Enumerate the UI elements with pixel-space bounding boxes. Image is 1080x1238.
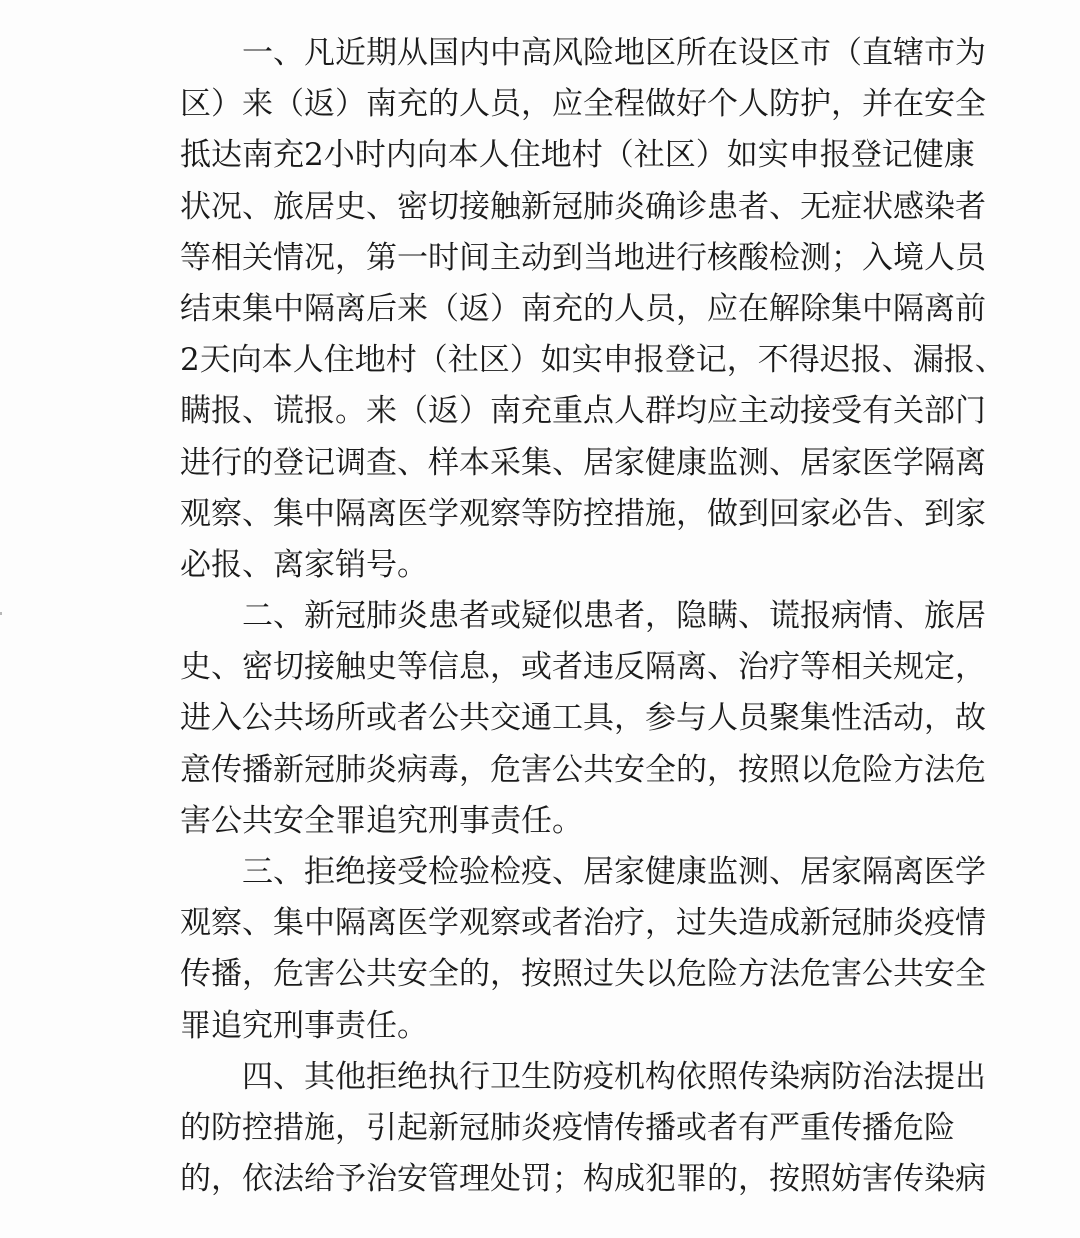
text-line: 传播，危害公共安全的，按照过失以危险方法危害公共安全 [180, 956, 986, 993]
scan-artifact [0, 612, 2, 615]
text-line: 观察、集中隔离医学观察等防控措施，做到回家必告、到家 [180, 495, 986, 532]
text-line: 2天向本人住地村（社区）如实申报登记，不得迟报、漏报、 [180, 342, 1006, 379]
text-line: 结束集中隔离后来（返）南充的人员，应在解除集中隔离前 [180, 290, 986, 327]
text-line: 意传播新冠肺炎病毒，危害公共安全的，按照以危险方法危 [180, 751, 986, 788]
text-line: 罪追究刑事责任。 [180, 1007, 428, 1044]
text-line: 史、密切接触史等信息，或者违反隔离、治疗等相关规定， [180, 649, 986, 686]
text-line: 进行的登记调查、样本采集、居家健康监测、居家医学隔离 [180, 444, 986, 481]
text-line: 四、其他拒绝执行卫生防疫机构依照传染病防治法提出 [242, 1058, 986, 1095]
text-line: 等相关情况，第一时间主动到当地进行核酸检测；入境人员 [180, 239, 986, 276]
text-line: 必报、离家销号。 [180, 546, 428, 583]
text-line: 区）来（返）南充的人员，应全程做好个人防护，并在安全 [180, 86, 986, 123]
text-line: 一、凡近期从国内中高风险地区所在设区市（直辖市为 [242, 35, 986, 71]
text-line: 的防控措施，引起新冠肺炎疫情传播或者有严重传播危险 [180, 1109, 955, 1146]
paragraph-3 [180, 847, 986, 1052]
text-line: 抵达南充2小时内向本人住地村（社区）如实申报登记健康 [180, 137, 975, 174]
paragraph-1 [180, 28, 1006, 591]
text-line: 观察、集中隔离医学观察或者治疗，过失造成新冠肺炎疫情 [180, 905, 986, 942]
paragraph-2 [180, 591, 986, 847]
text-line: 害公共安全罪追究刑事责任。 [180, 802, 583, 839]
document-body [180, 28, 1006, 1205]
text-line: 的，依法给予治安管理处罚；构成犯罪的，按照妨害传染病 [180, 1161, 986, 1198]
text-line: 状况、旅居史、密切接触新冠肺炎确诊患者、无症状感染者 [180, 188, 986, 225]
text-line: 进入公共场所或者公共交通工具，参与人员聚集性活动，故 [180, 700, 986, 737]
text-line: 瞒报、谎报。来（返）南充重点人群均应主动接受有关部门 [180, 393, 986, 430]
text-line: 三、拒绝接受检验检疫、居家健康监测、居家隔离医学 [242, 854, 986, 890]
paragraph-4 [180, 1052, 986, 1206]
text-line: 二、新冠肺炎患者或疑似患者，隐瞒、谎报病情、旅居 [242, 598, 986, 635]
